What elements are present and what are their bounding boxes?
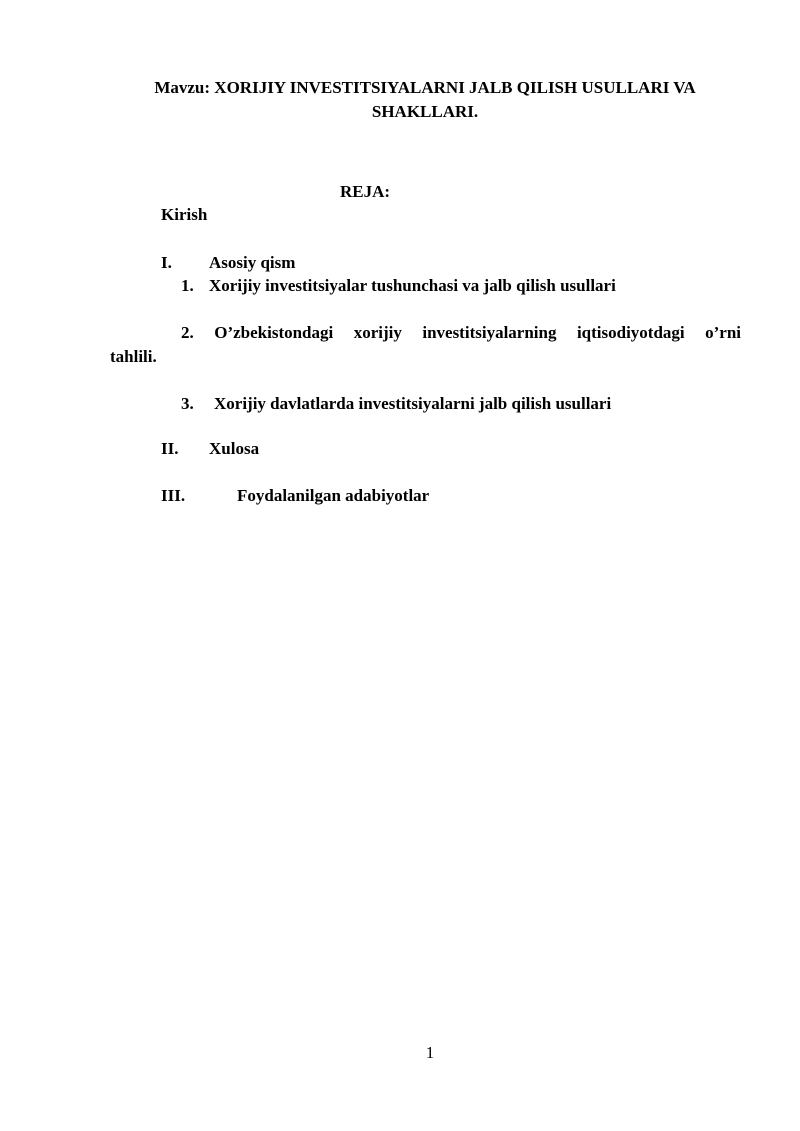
section-number-references: III. bbox=[161, 486, 186, 505]
section-number-conclusion: II. bbox=[161, 439, 179, 458]
subitem-2-word: investitsiyalarning bbox=[422, 323, 557, 342]
subitem-2-first-line bbox=[110, 321, 741, 345]
section-label-references: Foydalanilgan adabiyotlar bbox=[237, 486, 430, 505]
subitem-2-word: iqtisodiyotdagi bbox=[576, 323, 685, 342]
section-label-conclusion: Xulosa bbox=[209, 439, 260, 458]
document-title: Mavzu: XORIJIY INVESTITSIYALARNI JALB QILISH USULLARI VA SHAKLLARI. bbox=[154, 78, 696, 121]
subitem-2-word: O’zbekistondagi bbox=[214, 323, 334, 342]
subitem-number-1: 1. bbox=[181, 276, 194, 295]
subitem-2-word: o’rni bbox=[705, 323, 741, 342]
intro-item: Kirish bbox=[161, 205, 208, 224]
subitem-2 bbox=[110, 321, 741, 369]
section-number-main: I. bbox=[161, 253, 172, 272]
subitem-number-3: 3. bbox=[181, 394, 194, 413]
plan-heading: REJA: bbox=[339, 182, 391, 201]
subitem-text-1: Xorijiy investitsiyalar tushunchasi va jalb qilish usullari bbox=[209, 276, 616, 295]
page-number: 1 bbox=[425, 1043, 435, 1062]
subitem-2-continuation: tahlili. bbox=[110, 347, 157, 366]
subitem-2-word: xorijiy bbox=[353, 323, 402, 342]
subitem-number-2: 2. bbox=[181, 323, 194, 342]
subitem-text-3: Xorijiy davlatlarda investitsiyalarni jalb qilish usullari bbox=[214, 394, 612, 413]
section-label-main: Asosiy qism bbox=[209, 253, 296, 272]
